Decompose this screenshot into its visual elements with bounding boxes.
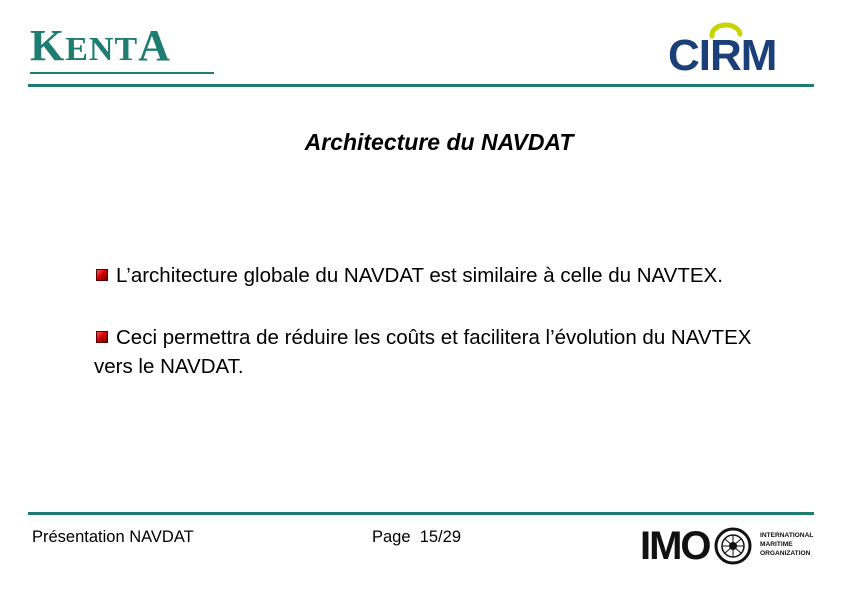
kenta-logo-initial: K xyxy=(30,21,66,70)
bullet-text: Ceci permettra de réduire les coûts et facilitera l’évolution du NAVTEX vers le NAVDAT. xyxy=(94,326,752,378)
imo-logo xyxy=(640,526,816,566)
kenta-logo xyxy=(26,22,214,78)
page-title xyxy=(0,129,842,156)
footer-divider xyxy=(28,512,814,515)
imo-emblem-icon xyxy=(713,526,753,566)
imo-logo-name: INTERNATIONAL MARITIME ORGANIZATION xyxy=(760,532,814,557)
page-number: Page 15/29 xyxy=(372,528,461,546)
bullet-icon xyxy=(96,331,108,343)
footer-title: Présentation NAVDAT xyxy=(32,528,194,546)
cirm-logo xyxy=(664,20,814,80)
header-divider xyxy=(28,84,814,87)
bullet-text: L’architecture globale du NAVDAT est similaire à celle du NAVTEX. xyxy=(116,264,723,287)
cirm-logo-text: CIRM xyxy=(668,31,777,80)
page-title-text: Architecture du NAVDAT xyxy=(304,129,574,155)
kenta-logo-mid: ENT xyxy=(65,31,139,68)
kenta-logo-final: A xyxy=(138,21,171,70)
bullet-item xyxy=(94,261,784,290)
bullet-icon xyxy=(96,269,108,281)
bullet-item xyxy=(94,323,784,381)
kenta-logo-underline xyxy=(30,72,214,74)
imo-logo-abbrev: IMO xyxy=(640,524,710,568)
